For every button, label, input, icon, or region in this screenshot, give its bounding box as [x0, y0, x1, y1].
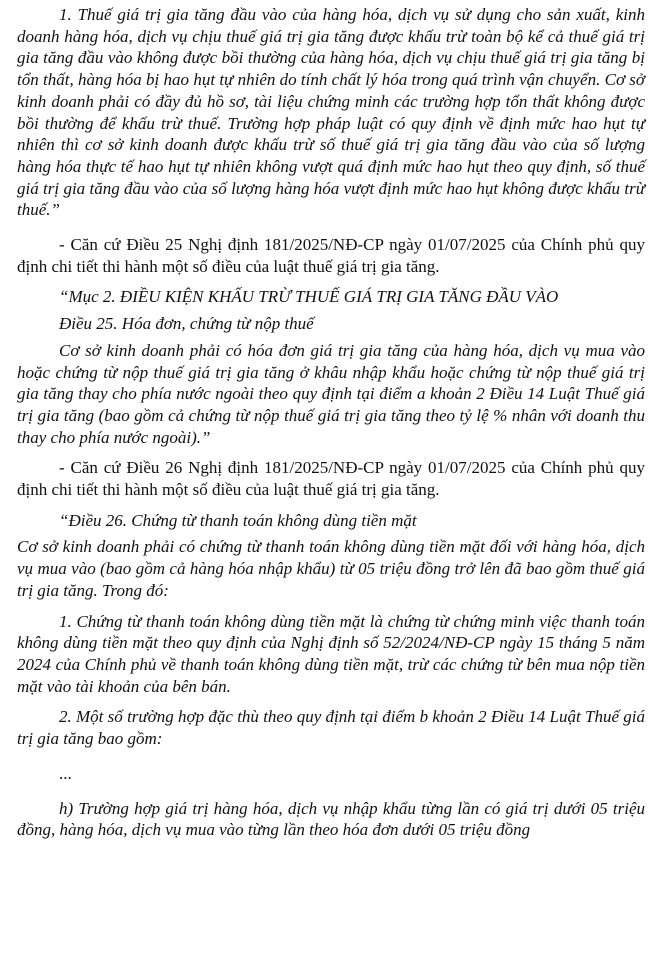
paragraph-article-25-body: Cơ sở kinh doanh phải có hóa đơn giá trị gia tăng của hàng hóa, dịch vụ mua vào hoặc chứng từ nộp thuế giá trị gia tăng ở khâu nhập khẩu hoặc chứng từ nộp thuế giá trị gia tăng thay cho phía nước ngoài theo quy định tại điểm a khoản 2 Điều 14 Luật Thuế giá trị gia tăng (bao gồm cả chứng từ nộp thuế giá trị gia tăng theo tỷ lệ % nhân với doanh thu thay cho phía nước ngoài).”	[17, 340, 645, 447]
article-25-heading: Điều 25. Hóa đơn, chứng từ nộp thuế	[59, 314, 314, 334]
paragraph-basis-article-25: - Căn cứ Điều 25 Nghị định 181/2025/NĐ-CP ngày 01/07/2025 của Chính phủ quy định chi tiết thi hành một số điều của luật thuế giá trị gia tăng.	[17, 235, 645, 276]
article-26-heading: “Điều 26. Chứng từ thanh toán không dùng tiền mặt	[59, 510, 417, 530]
section-heading-muc-2: “Mục 2. ĐIỀU KIỆN KHẤU TRỪ THUẾ GIÁ TRỊ GIA TĂNG ĐẦU VÀO	[59, 287, 559, 307]
paragraph-article-26-item-h: h) Trường hợp giá trị hàng hóa, dịch vụ nhập khẩu từng lần có giá trị dưới 05 triệu đồng, hàng hóa, dịch vụ mua vào từng lần theo hóa đơn dưới 05 triệu đồng	[17, 798, 645, 840]
paragraph-vat-deduction-clause-1: 1. Thuế giá trị gia tăng đầu vào của hàng hóa, dịch vụ sử dụng cho sản xuất, kinh doanh hàng hóa, dịch vụ chịu thuế giá trị gia tăng được khấu trừ toàn bộ kể cả thuế giá trị gia tăng đầu vào không được bồi thường của hàng hóa, dịch vụ chịu thuế giá trị gia tăng bị tổn thất, hàng hóa bị hao hụt tự nhiên do tính chất lý hóa trong quá trình vận chuyển. Cơ sở kinh doanh phải có đầy đủ hồ sơ, tài liệu chứng minh các trường hợp tổn thất không được bồi thường để khấu trừ thuế. Trường hợp pháp luật có quy định về định mức hao hụt tự nhiên thì cơ sở kinh doanh được khấu trừ số thuế giá trị gia tăng đầu vào của số lượng hàng hóa thực tế hao hụt tự nhiên không vượt quá định mức hao hụt theo quy định, số thuế giá trị gia tăng đầu vào của số lượng hàng hóa vượt định mức hao hụt không được khấu trừ thuế.”	[17, 5, 645, 220]
paragraph-article-26-item-2: 2. Một số trường hợp đặc thù theo quy định tại điểm b khoản 2 Điều 14 Luật Thuế giá trị gia tăng bao gồm:	[17, 707, 645, 749]
paragraph-article-26-body: Cơ sở kinh doanh phải có chứng từ thanh toán không dùng tiền mặt đối với hàng hóa, dịch vụ mua vào (bao gồm cả hàng hóa nhập khẩu) từ 05 triệu đồng trở lên đã bao gồm thuế giá trị gia tăng. Trong đó:	[17, 537, 645, 600]
paragraph-basis-article-26: - Căn cứ Điều 26 Nghị định 181/2025/NĐ-CP ngày 01/07/2025 của Chính phủ quy định chi tiết thi hành một số điều của luật thuế giá trị gia tăng.	[17, 458, 645, 500]
paragraph-article-26-item-1: 1. Chứng từ thanh toán không dùng tiền mặt là chứng từ chứng minh việc thanh toán không dùng tiền mặt theo quy định của Nghị định số 52/2024/NĐ-CP ngày 15 tháng 5 năm 2024 của Chính phủ về thanh toán không dùng tiền mặt, trừ các chứng từ bên mua nộp tiền mặt vào tài khoản của bên bán.	[17, 611, 645, 696]
ellipsis: ...	[59, 763, 72, 783]
